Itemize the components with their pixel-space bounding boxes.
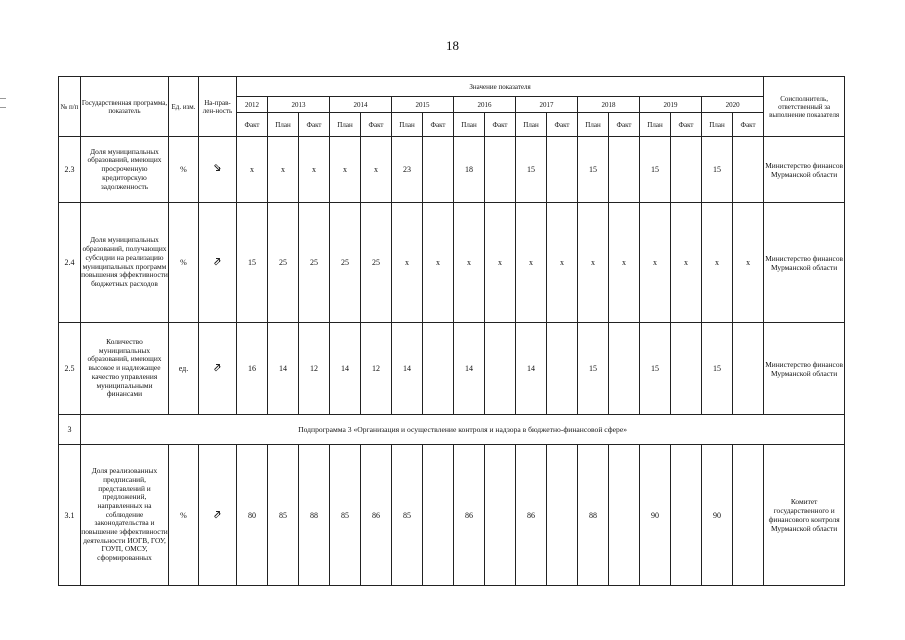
value-cell: 88 <box>299 445 330 586</box>
table-row <box>59 323 845 415</box>
year-header: 2015 <box>392 97 454 113</box>
sub-header-fact: Факт <box>423 113 454 137</box>
value-cell: х <box>299 137 330 203</box>
col-header-direction: На-прав-лен-ность <box>199 77 237 137</box>
sub-header-plan: План <box>702 113 733 137</box>
sub-header-plan: План <box>392 113 423 137</box>
value-cell: 16 <box>237 323 268 415</box>
value-cell: 15 <box>578 137 609 203</box>
indicator-name: Доля муниципальных образований, получающих субсидии на реализацию муниципальных программ повышения эффективности бюджетных расходов <box>81 203 169 323</box>
executor: Министерство финансов Мурманской области <box>764 137 845 203</box>
unit: ед. <box>169 323 199 415</box>
year-header: 2012 <box>237 97 268 113</box>
year-header: 2019 <box>640 97 702 113</box>
unit: % <box>169 137 199 203</box>
value-cell: 86 <box>516 445 547 586</box>
value-cell: 12 <box>361 323 392 415</box>
sub-header-plan: План <box>640 113 671 137</box>
direction-cell <box>199 203 237 323</box>
value-cell: х <box>268 137 299 203</box>
value-cell: 14 <box>268 323 299 415</box>
sub-header-fact: Факт <box>237 113 268 137</box>
sub-header-fact: Факт <box>361 113 392 137</box>
value-cell <box>547 445 578 586</box>
value-cell: 85 <box>330 445 361 586</box>
indicator-name: Доля муниципальных образований, имеющих просроченную кредиторскую задолженность <box>81 137 169 203</box>
col-header-unit: Ед. изм. <box>169 77 199 137</box>
value-cell: 25 <box>268 203 299 323</box>
value-cell: 85 <box>268 445 299 586</box>
sub-header-plan: План <box>268 113 299 137</box>
sub-header-fact: Факт <box>671 113 702 137</box>
value-cell: 90 <box>640 445 671 586</box>
year-header: 2020 <box>702 97 764 113</box>
col-header-program: Государственная программа, показатель <box>81 77 169 137</box>
value-cell: х <box>671 203 702 323</box>
subprogram-row <box>59 415 845 445</box>
value-cell: 85 <box>392 445 423 586</box>
year-header: 2017 <box>516 97 578 113</box>
sub-header-plan: План <box>516 113 547 137</box>
value-cell: 23 <box>392 137 423 203</box>
value-cell <box>733 445 764 586</box>
value-cell: х <box>237 137 268 203</box>
arrow-down-icon <box>213 164 222 173</box>
direction-cell <box>199 445 237 586</box>
executor: Министерство финансов Мурманской области <box>764 203 845 323</box>
col-header-executor: Соисполнитель, ответственный за выполнение показателя <box>764 77 845 137</box>
value-cell <box>423 445 454 586</box>
arrow-up-icon <box>213 510 222 519</box>
value-cell <box>547 323 578 415</box>
value-cell: 25 <box>361 203 392 323</box>
value-cell <box>733 323 764 415</box>
sub-header-plan: План <box>330 113 361 137</box>
value-cell <box>609 445 640 586</box>
sub-header-fact: Факт <box>547 113 578 137</box>
value-cell <box>485 137 516 203</box>
sub-header-fact: Факт <box>485 113 516 137</box>
value-cell: 14 <box>516 323 547 415</box>
value-cell: х <box>702 203 733 323</box>
direction-cell <box>199 137 237 203</box>
year-header: 2018 <box>578 97 640 113</box>
value-cell: х <box>485 203 516 323</box>
value-cell: 14 <box>392 323 423 415</box>
value-cell <box>485 445 516 586</box>
value-cell: 14 <box>454 323 485 415</box>
table-row <box>59 203 845 323</box>
value-cell <box>423 323 454 415</box>
value-cell: 25 <box>330 203 361 323</box>
value-cell <box>733 137 764 203</box>
sub-header-plan: План <box>454 113 485 137</box>
indicator-name: Количество муниципальных образований, имеющих высокое и надлежащее качество управления муниципальными финансами <box>81 323 169 415</box>
sub-header-fact: Факт <box>609 113 640 137</box>
value-cell <box>609 323 640 415</box>
row-number: 3.1 <box>59 445 81 586</box>
row-number: 2.4 <box>59 203 81 323</box>
value-cell: 86 <box>361 445 392 586</box>
value-cell <box>671 137 702 203</box>
value-cell: х <box>733 203 764 323</box>
margin-mark <box>0 98 6 99</box>
value-cell: 12 <box>299 323 330 415</box>
indicators-table <box>58 76 845 586</box>
value-cell: 25 <box>299 203 330 323</box>
value-cell: х <box>578 203 609 323</box>
col-header-value-group: Значение показателя <box>237 77 764 97</box>
value-cell: 15 <box>702 323 733 415</box>
executor: Комитет государственного и финансового контроля Мурманской области <box>764 445 845 586</box>
sub-header-fact: Факт <box>299 113 330 137</box>
col-header-num: № п/п <box>59 77 81 137</box>
header-row <box>59 77 845 97</box>
value-cell <box>547 137 578 203</box>
row-number: 2.3 <box>59 137 81 203</box>
value-cell: 14 <box>330 323 361 415</box>
value-cell: х <box>609 203 640 323</box>
row-number: 2.5 <box>59 323 81 415</box>
table-row <box>59 445 845 586</box>
value-cell: х <box>516 203 547 323</box>
subprogram-number: 3 <box>59 415 81 445</box>
value-cell: 15 <box>702 137 733 203</box>
page-number: 18 <box>446 38 459 53</box>
value-cell: 88 <box>578 445 609 586</box>
value-cell: 18 <box>454 137 485 203</box>
value-cell: х <box>640 203 671 323</box>
value-cell: 90 <box>702 445 733 586</box>
value-cell <box>671 323 702 415</box>
subprogram-title: Подпрограмма 3 «Организация и осуществление контроля и надзора в бюджетно-финансовой сфере» <box>81 415 845 445</box>
table-row <box>59 137 845 203</box>
value-cell: 15 <box>640 323 671 415</box>
unit: % <box>169 203 199 323</box>
value-cell <box>671 445 702 586</box>
value-cell: 15 <box>237 203 268 323</box>
direction-cell <box>199 323 237 415</box>
value-cell: 80 <box>237 445 268 586</box>
value-cell <box>485 323 516 415</box>
indicator-name: Доля реализованных предписаний, представлений и предложений, направленных на соблюдение законодательства и повышение эффективности деятельности ИОГВ, ГОУ, ГОУП, ОМСУ, сформированных <box>81 445 169 586</box>
unit: % <box>169 445 199 586</box>
value-cell: х <box>330 137 361 203</box>
arrow-up-icon <box>213 363 222 372</box>
value-cell: 15 <box>516 137 547 203</box>
value-cell: 86 <box>454 445 485 586</box>
value-cell: х <box>454 203 485 323</box>
value-cell <box>423 137 454 203</box>
year-header: 2013 <box>268 97 330 113</box>
sub-header-fact: Факт <box>733 113 764 137</box>
value-cell: х <box>423 203 454 323</box>
value-cell: х <box>547 203 578 323</box>
value-cell: х <box>392 203 423 323</box>
year-header: 2014 <box>330 97 392 113</box>
year-header: 2016 <box>454 97 516 113</box>
value-cell: 15 <box>640 137 671 203</box>
margin-mark <box>0 107 6 108</box>
executor: Министерство финансов Мурманской области <box>764 323 845 415</box>
value-cell: х <box>361 137 392 203</box>
sub-header-plan: План <box>578 113 609 137</box>
value-cell <box>609 137 640 203</box>
value-cell: 15 <box>578 323 609 415</box>
arrow-up-icon <box>213 257 222 266</box>
